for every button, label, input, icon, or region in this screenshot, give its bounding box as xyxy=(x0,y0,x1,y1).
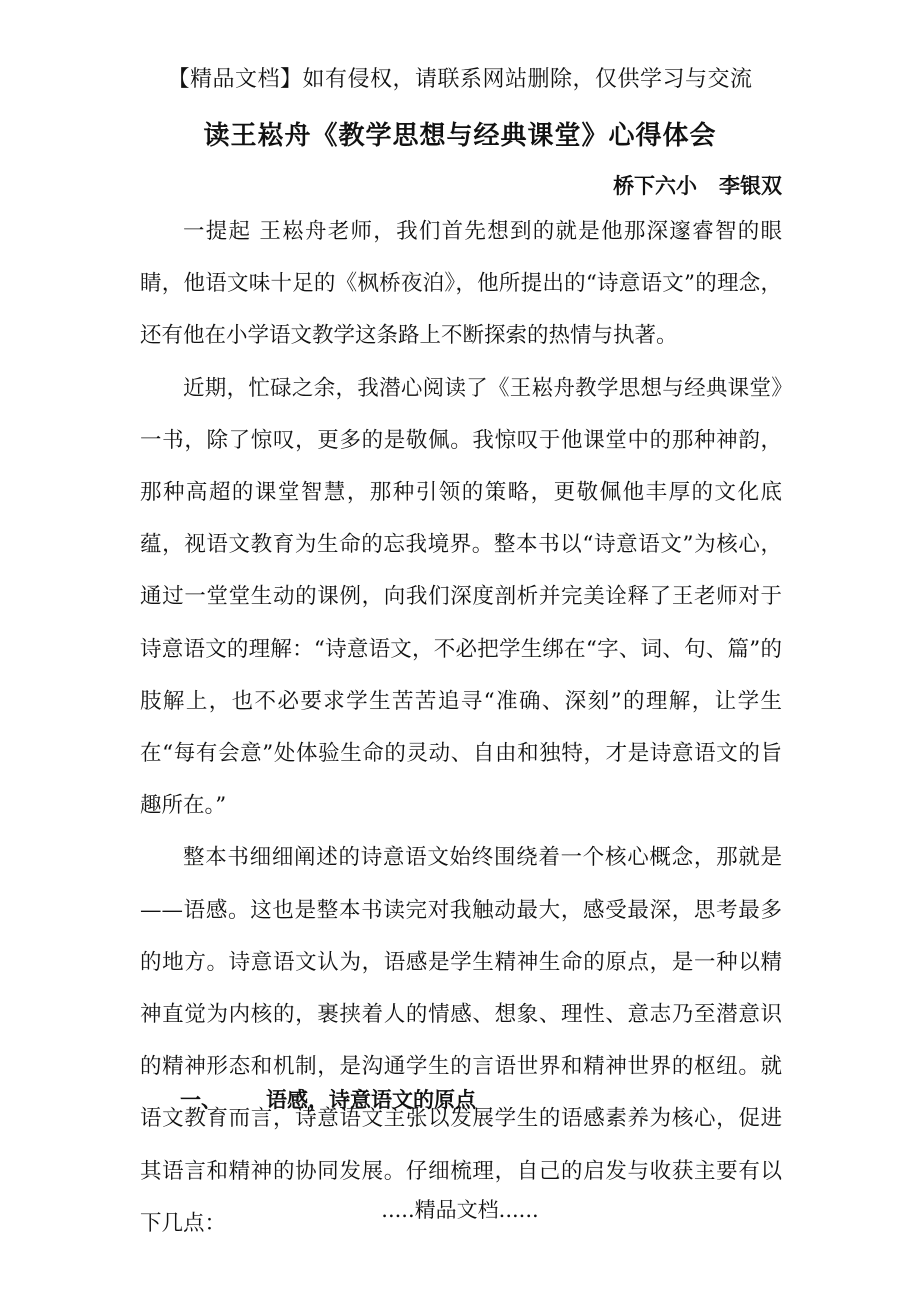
paragraph-2: 近期，忙碌之余，我潜心阅读了《王崧舟教学思想与经典课堂》一书，除了惊叹，更多的是敬佩。我惊叹于他课堂中的那种神韵，那种高超的课堂智慧，那种引领的策略，更敬佩他丰厚的文化底蕴，视语文教育为生命的忘我境界。整本书以“诗意语文”为核心，通过一堂堂生动的课例，向我们深度剖析并完美诠释了王老师对于诗意语文的理解：“诗意语文，不必把学生绑在“字、词、句、篇”的肢解上，也不必要求学生苦苦追寻“准确、深刻”的理解，让学生在“每有会意”处体验生命的灵动、自由和独特，才是诗意语文的旨趣所在。” xyxy=(140,375,782,819)
paragraph-3: 整本书细细阐述的诗意语文始终围绕着一个核心概念，那就是——语感。这也是整本书读完对我触动最大，感受最深，思考最多的地方。诗意语文认为，语感是学生精神生命的原点，是一种以精神直觉为内核的，裹挟着人的情感、想象、理性、意志乃至潜意识的精神形态和机制，是沟通学生的言语世界和精神世界的枢纽。就语文教育而言，诗意语文主张以发展学生的语感素养为核心，促进其语言和精神的协同发展。仔细梳理，自己的启发与收获主要有以下几点： xyxy=(140,845,782,1236)
footer-note: .....精品文档...... xyxy=(381,1198,539,1222)
section-number: 一、 xyxy=(180,1087,222,1112)
section-heading xyxy=(180,1080,476,1120)
author-line: 桥下六小 李银双 xyxy=(613,173,782,198)
paragraph-1: 一提起 王崧舟老师，我们首先想到的就是他那深邃睿智的眼睛，他语文味十足的《枫桥夜泊》，他所提出的“诗意语文”的理念，还有他在小学语文教学这条路上不断探索的热情与执著。 xyxy=(140,219,782,349)
section-title: 语感，诗意语文的原点 xyxy=(266,1087,476,1112)
header-note: 【精品文档】如有侵权，请联系网站删除，仅供学习与交流 xyxy=(167,67,753,92)
document-title: 读王崧舟《教学思想与经典课堂》心得体会 xyxy=(203,121,717,151)
